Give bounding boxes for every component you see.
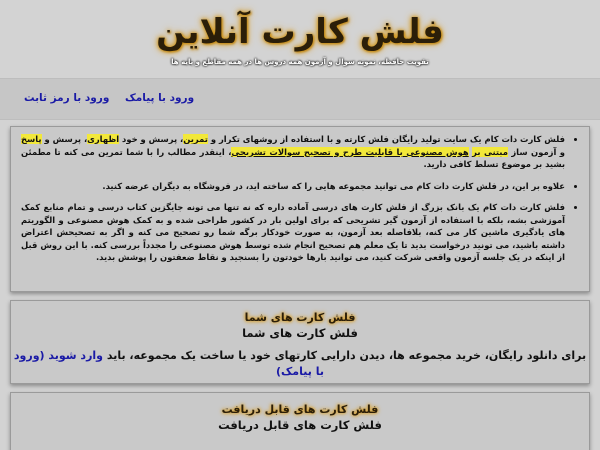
my-flashcards-deco-title: فلش کارت های شما	[244, 311, 356, 324]
intro-item-3: • فلش کارت دات کام یک بانک بزرگ از فلش کارت های درسی آماده داره که نه تنها می تونه جایگزین کتاب درسی و تمام منابع کمک آموزشی بشه، بلکه با استفاده از آزمون گیر تشریحی که برای اولین بار در کشور طراحی شده و به کمک هوش مصنوعی و الگوریتم های یادگیری ماشین کار می کنه، بلافاصله بعد آزمون، به صورت خودکار برگه شما رو تصحیح می کنه و اگر به تصحیحش اعتراض داشته باشید، می تونید درخواست بدید تا یک معلم هم تصحیح انجام شده توسط هوش مصنوعی را مجدداً بررسی کنه. با این روش قبل از اینکه در یک جلسه آزمون واقعی شرکت کنید، می توانید بارها خودتون را بسنجید و نقاط ضعفتون را پوشش بدید.	[21, 201, 565, 264]
downloadable-flashcards-card	[10, 392, 590, 450]
site-subtitle: تقویت حافظه، نمونه سوال و آزمون همه دروس ها در همه مقاطع و پایه ها	[171, 58, 429, 66]
intro-box	[10, 126, 590, 292]
password-login-link[interactable]: ورود با رمز ثابت	[24, 92, 110, 104]
site-header	[0, 0, 600, 78]
intro-list	[21, 133, 579, 264]
my-flashcards-title: فلش کارت های شما	[242, 326, 358, 340]
downloadable-title: فلش کارت های قابل دریافت	[218, 418, 382, 432]
highlight-underline: هوش مصنوعی با قابلیت طرح و تصحیح سوالات تشریحی	[231, 146, 469, 157]
sms-login-inline-link[interactable]: (ورود با پیامک)	[13, 349, 324, 378]
intro-item-2: • علاوه بر این، در فلش کارت دات کام می توانید مجموعه هایی را که ساخته اید، در فروشگاه به دیگران عرضه کنید.	[21, 180, 565, 193]
nav-links	[12, 92, 194, 104]
navbar	[0, 78, 600, 120]
intro-item-1: • فلش کارت دات کام یک سایت تولید رایگان فلش کارته و با استفاده از روشهای تکرار و تمرین، پرسش و خود اظهاری، پرسش و پاسخ و آزمون ساز مبتنی بر هوش مصنوعی با قابلیت طرح و تصحیح سوالات تشریحی، اینقدر مطالب را با شما تمرین می کنه تا مطمئن بشید بر موضوع تسلط کافی دارید.	[21, 133, 565, 171]
downloadable-deco-title: فلش کارت های قابل دریافت	[221, 403, 379, 416]
login-link[interactable]: وارد شوید	[48, 349, 104, 362]
sms-login-link[interactable]: ورود با پیامک	[125, 92, 195, 104]
highlight: مبتنی بر	[472, 146, 508, 157]
site-title: فلش کارت آنلاین	[156, 12, 444, 52]
highlight: تمرین	[183, 134, 208, 144]
highlight: اظهاری	[87, 134, 120, 144]
highlight: پاسخ	[21, 134, 42, 144]
my-flashcards-text: برای دانلود رایگان، خرید مجموعه ها، دیدن دارایی کارتهای خود یا ساخت یک مجموعه، باید وارد شوید (ورود با پیامک)	[13, 349, 587, 378]
my-flashcards-card	[10, 300, 590, 384]
